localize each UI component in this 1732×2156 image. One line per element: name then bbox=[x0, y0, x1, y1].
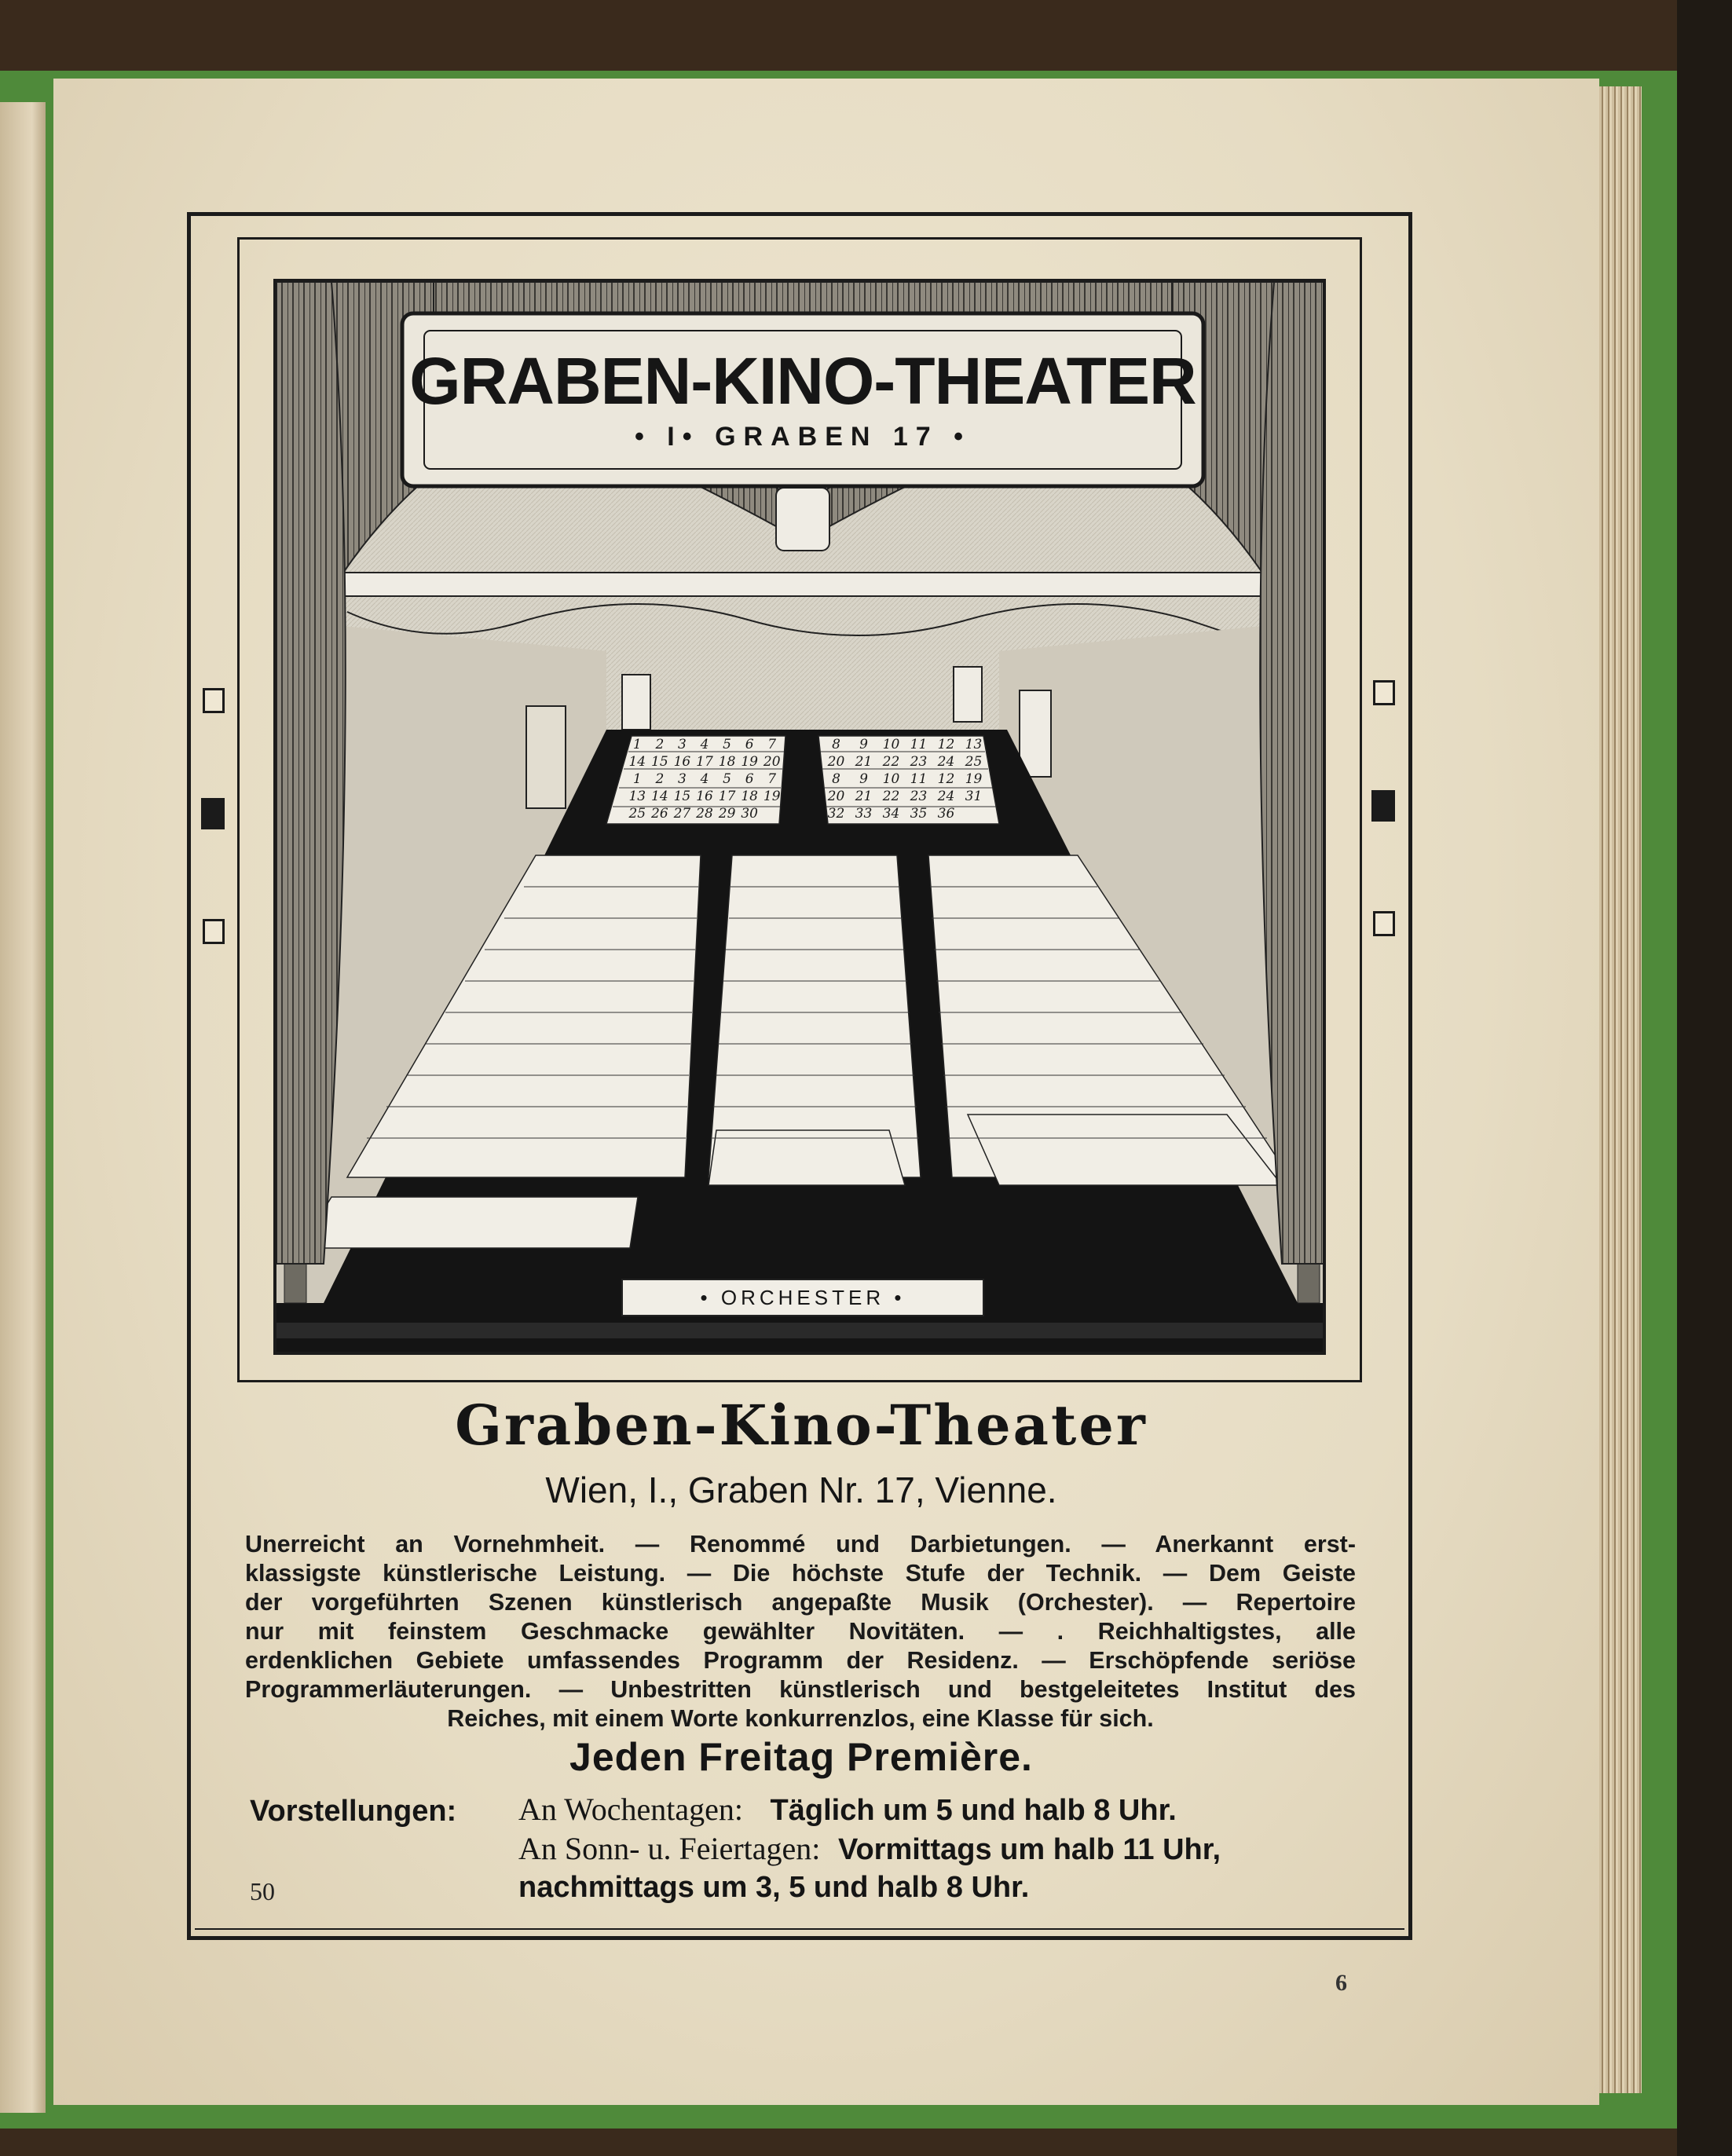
seat-number: 8 bbox=[832, 771, 840, 787]
weekday-times: Täglich um 5 und halb 8 Uhr. bbox=[770, 1794, 1177, 1827]
seat-number: 17 bbox=[718, 789, 736, 804]
sign-subtitle: • I• GRABEN 17 • bbox=[634, 422, 972, 452]
seat-number: 4 bbox=[700, 737, 709, 752]
book-cover-edge bbox=[1677, 0, 1732, 2156]
seat-number: 32 bbox=[827, 806, 845, 822]
seat-number: 6 bbox=[745, 737, 754, 752]
seat-number: 27 bbox=[673, 806, 691, 822]
ad-body-line: erdenklichen Gebiete umfassendes Programm der Residenz. — Erschöpfende seriöse bbox=[245, 1647, 1356, 1674]
holiday-row bbox=[518, 1830, 1221, 1867]
seat-number: 25 bbox=[965, 754, 983, 770]
seat-number: 1 bbox=[632, 771, 642, 787]
seat-number: 20 bbox=[827, 789, 845, 804]
seat-number: 10 bbox=[882, 771, 900, 787]
seat-number: 8 bbox=[832, 737, 840, 752]
seat-number: 18 bbox=[718, 754, 736, 770]
seat-number: 35 bbox=[910, 806, 928, 822]
seat-number: 5 bbox=[723, 737, 731, 752]
seat-number: 28 bbox=[696, 806, 713, 822]
seat-number: 26 bbox=[651, 806, 668, 822]
sheet-mark: 6 bbox=[1335, 1970, 1347, 1996]
ad-body-line: klassigste künstlerische Leistung. — Die höchste Stufe der Technik. — Dem Geiste bbox=[245, 1560, 1356, 1587]
frame-ornament-right-bottom bbox=[1373, 911, 1395, 936]
seat-number: 13 bbox=[965, 737, 983, 752]
seat-number: 30 bbox=[741, 806, 758, 822]
seat-number: 17 bbox=[696, 754, 713, 770]
seat-number: 2 bbox=[655, 771, 665, 787]
seat-number: 13 bbox=[628, 789, 646, 804]
seat-number: 11 bbox=[910, 771, 928, 787]
seat-number: 18 bbox=[741, 789, 758, 804]
seat-number: 3 bbox=[678, 771, 687, 787]
seat-number: 21 bbox=[855, 754, 873, 770]
seat-number: 14 bbox=[628, 754, 646, 770]
ad-body-line: Programmerläuterungen. — Unbestritten künstlerisch und bestgeleitetes Institut des bbox=[245, 1676, 1356, 1703]
seat-number: 19 bbox=[741, 754, 758, 770]
seat-number: 20 bbox=[763, 754, 781, 770]
seat-number: 15 bbox=[673, 789, 691, 804]
seat-number: 12 bbox=[937, 771, 955, 787]
seat-number: 16 bbox=[673, 754, 691, 770]
frame-ornament-left-bar bbox=[201, 798, 225, 829]
seat-number: 23 bbox=[910, 754, 928, 770]
seat-number: 1 bbox=[632, 737, 642, 752]
seat-number: 7 bbox=[767, 737, 777, 752]
frame-ornament-right-bar bbox=[1371, 790, 1395, 822]
seat-number: 21 bbox=[855, 789, 873, 804]
page-number: 50 bbox=[250, 1877, 275, 1905]
seat-number: 5 bbox=[723, 771, 731, 787]
seat-number: 16 bbox=[696, 789, 713, 804]
ad-address: Wien, I., Graben Nr. 17, Vienne. bbox=[545, 1470, 1057, 1510]
page-stack-edges bbox=[1593, 86, 1642, 2093]
facing-page-edge bbox=[0, 102, 46, 2113]
seat-number: 29 bbox=[718, 806, 736, 822]
frame-ornament-left-bottom bbox=[203, 919, 225, 944]
seat-number: 31 bbox=[965, 789, 983, 804]
seat-number: 20 bbox=[827, 754, 845, 770]
seat-number: 11 bbox=[910, 737, 928, 752]
orchestra-label: • ORCHESTER • bbox=[700, 1286, 906, 1309]
theater-drawing bbox=[276, 282, 1326, 1355]
seat-number: 14 bbox=[651, 789, 668, 804]
seat-number: 9 bbox=[859, 737, 868, 752]
seat-number: 19 bbox=[965, 771, 983, 787]
ad-body-line: Reiches, mit einem Worte konkurrenzlos, eine Klasse für sich. bbox=[447, 1705, 1154, 1732]
theater-sign bbox=[402, 313, 1203, 486]
seat-number: 6 bbox=[745, 771, 754, 787]
ad-body-line: Unerreicht an Vornehmheit. — Renommé und Darbietungen. — Anerkannt erst- bbox=[245, 1531, 1356, 1558]
seat-number: 3 bbox=[678, 737, 687, 752]
holiday-times: Vormittags um halb 11 Uhr, bbox=[837, 1833, 1221, 1866]
seat-number: 24 bbox=[937, 754, 955, 770]
weekday-label: An Wochentagen: bbox=[518, 1792, 743, 1827]
seat-number: 23 bbox=[910, 789, 928, 804]
frame-ornament-right-top bbox=[1373, 680, 1395, 705]
seat-number: 34 bbox=[882, 806, 900, 822]
seat-number: 15 bbox=[651, 754, 668, 770]
seat-number: 24 bbox=[937, 789, 955, 804]
seat-number: 4 bbox=[700, 771, 709, 787]
holiday-label: An Sonn- u. Feiertagen: bbox=[518, 1831, 821, 1866]
seat-number: 9 bbox=[859, 771, 868, 787]
seat-number: 36 bbox=[937, 806, 955, 822]
seat-number: 22 bbox=[882, 754, 900, 770]
seat-number: 19 bbox=[763, 789, 781, 804]
seat-number: 12 bbox=[937, 737, 955, 752]
frame-ornament-left-top bbox=[203, 688, 225, 713]
ad-headline: Graben-Kino-Theater bbox=[455, 1393, 1148, 1458]
frame-divider bbox=[195, 1928, 1404, 1930]
shows-label: Vorstellungen: bbox=[250, 1795, 457, 1828]
seat-number: 2 bbox=[655, 737, 665, 752]
seat-number: 7 bbox=[767, 771, 777, 787]
premiere-line: Jeden Freitag Première. bbox=[569, 1735, 1033, 1779]
seat-number: 22 bbox=[882, 789, 900, 804]
weekday-row bbox=[518, 1791, 1177, 1828]
sign-title: GRABEN-KINO-THEATER bbox=[409, 344, 1196, 418]
seat-number: 10 bbox=[882, 737, 900, 752]
holiday-row-2 bbox=[518, 1871, 1029, 1905]
theater-illustration bbox=[273, 279, 1326, 1355]
ad-body-line: der vorgeführten Szenen künstlerisch angepaßte Musik (Orchester). — Repertoire bbox=[245, 1589, 1356, 1616]
ad-body bbox=[245, 1530, 1356, 1733]
seat-number: 25 bbox=[628, 806, 646, 822]
ad-body-line: nur mit feinstem Geschmacke gewählter Novitäten. — . Reichhaltigstes, alle bbox=[245, 1618, 1356, 1645]
holiday-times-2: nachmittags um 3, 5 und halb 8 Uhr. bbox=[518, 1871, 1030, 1904]
seat-number: 33 bbox=[855, 806, 873, 822]
